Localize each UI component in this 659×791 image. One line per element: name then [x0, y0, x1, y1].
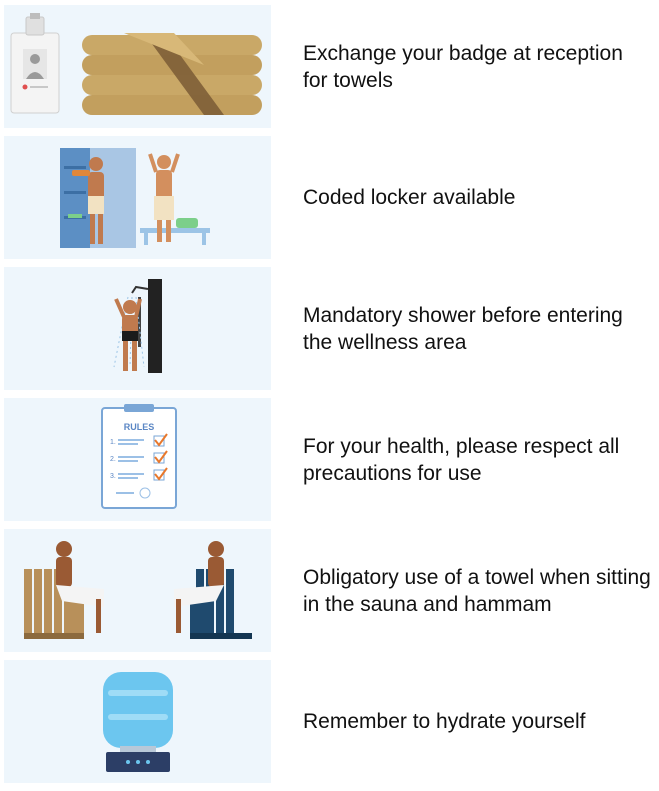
list-item: [0, 398, 659, 521]
rule-number: 1.: [110, 439, 116, 446]
locker-icon: [4, 136, 271, 259]
item-text: For your health, please respect all precautions for use: [303, 434, 620, 485]
shower-icon: [4, 267, 271, 390]
sauna-towel-icon: [4, 529, 271, 652]
item-text: Obligatory use of a towel when sitting in the sauna and hammam: [303, 565, 651, 616]
item-text: Remember to hydrate yourself: [303, 710, 586, 733]
rules-title: RULES: [123, 422, 155, 432]
list-item: [0, 136, 659, 259]
rule-number: 2.: [110, 456, 116, 463]
item-text: Coded locker available: [303, 186, 516, 209]
item-text: Mandatory shower before entering the wellness area: [303, 303, 623, 354]
water-cooler-icon: [4, 660, 271, 783]
list-item: [0, 5, 659, 128]
badge-towels-icon: [4, 5, 271, 128]
list-item: [0, 529, 659, 652]
rules-icon: [4, 398, 271, 521]
list-item: [0, 267, 659, 390]
list-item: [0, 660, 659, 783]
rule-number: 3.: [110, 473, 116, 480]
item-text: Exchange your badge at reception for towels: [303, 41, 623, 92]
